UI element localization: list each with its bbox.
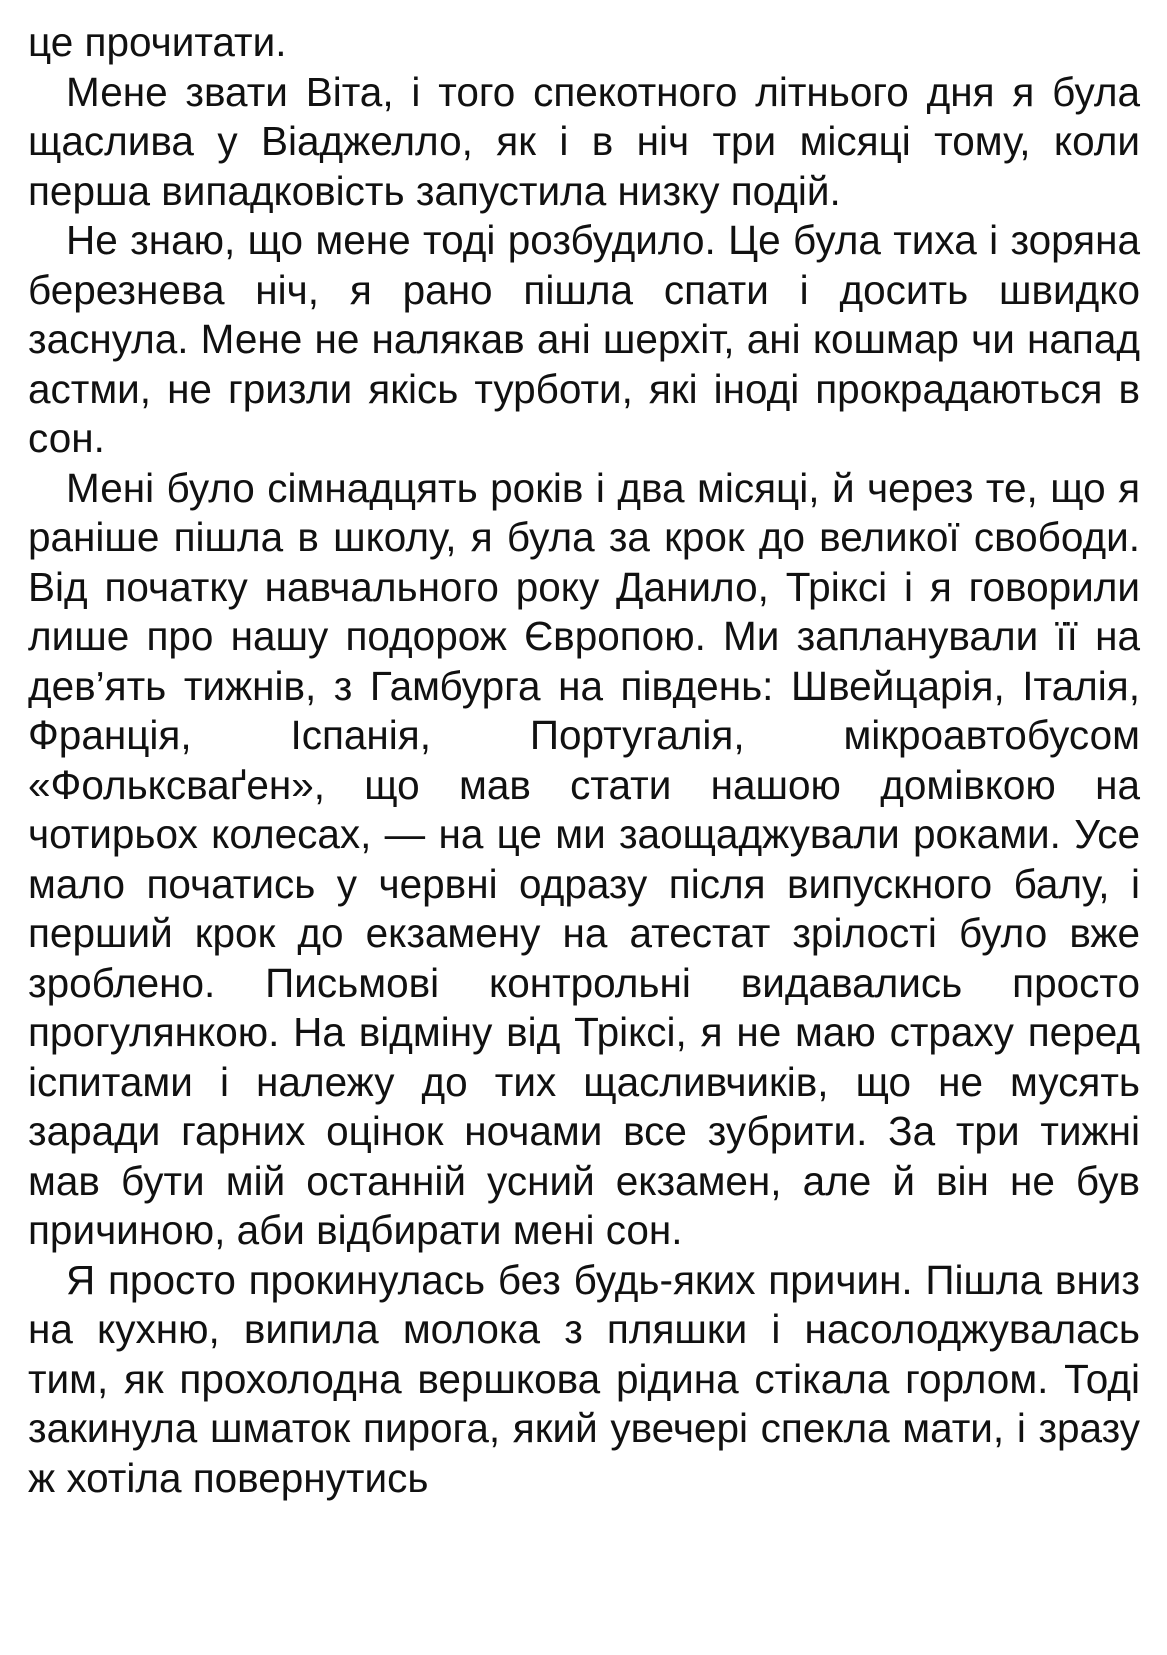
paragraph-night-awakening: Не знаю, що мене тоді розбудило. Це була тиха і зоряна березнева ніч, я рано пішла спати і досить швидко заснула. Мене не налякав ані шерхіт, ані кошмар чи напад астми, не гризли якісь турботи, які іноді прокрадаються в сон. bbox=[28, 217, 1140, 461]
document-page bbox=[28, 18, 1140, 1503]
paragraph-intro-vita: Мене звати Віта, і того спекотного літнього дня я була щаслива у Віаджелло, як і в ніч три місяці тому, коли перша випадковість запустила низку подій. bbox=[28, 68, 1140, 214]
paragraph-continuation: це прочитати. bbox=[28, 19, 287, 65]
paragraph-europe-trip: Мені було сімнадцять років і два місяці, й через те, що я раніше пішла в школу, я була за крок до великої свободи. Від початку навчального року Данило, Тріксі і я говорили лише про нашу подорож Європою. Ми запланували її на дев’ять тижнів, з Гамбурга на південь: Швейцарія, Італія, Франція, Іспанія, Португалія, мікроавтобусом «Фольксваґен», що мав стати нашою домівкою на чотирьох колесах, — на це ми заощаджували роками. Усе мало початись у червні одразу після випускного балу, і перший крок до екзамену на атестат зрілості було вже зроблено. Письмові контрольні видавались просто прогулянкою. На відміну від Тріксі, я не маю страху перед іспитами і належу до тих щасливчиків, що не мусять заради гарних оцінок ночами все зубрити. За три тижні мав бути мій останній усний екзамен, але й він не був причиною, аби відбирати мені сон. bbox=[28, 464, 1140, 1253]
paragraph-kitchen: Я просто прокинулась без будь-яких причин. Пішла вниз на кухню, випила молока з пляшки і насолоджувалась тим, як прохолодна вершкова рідина стікала горлом. Тоді закинула шматок пирога, який увечері спекла мати, і зразу ж хотіла повернутись bbox=[28, 1256, 1140, 1501]
